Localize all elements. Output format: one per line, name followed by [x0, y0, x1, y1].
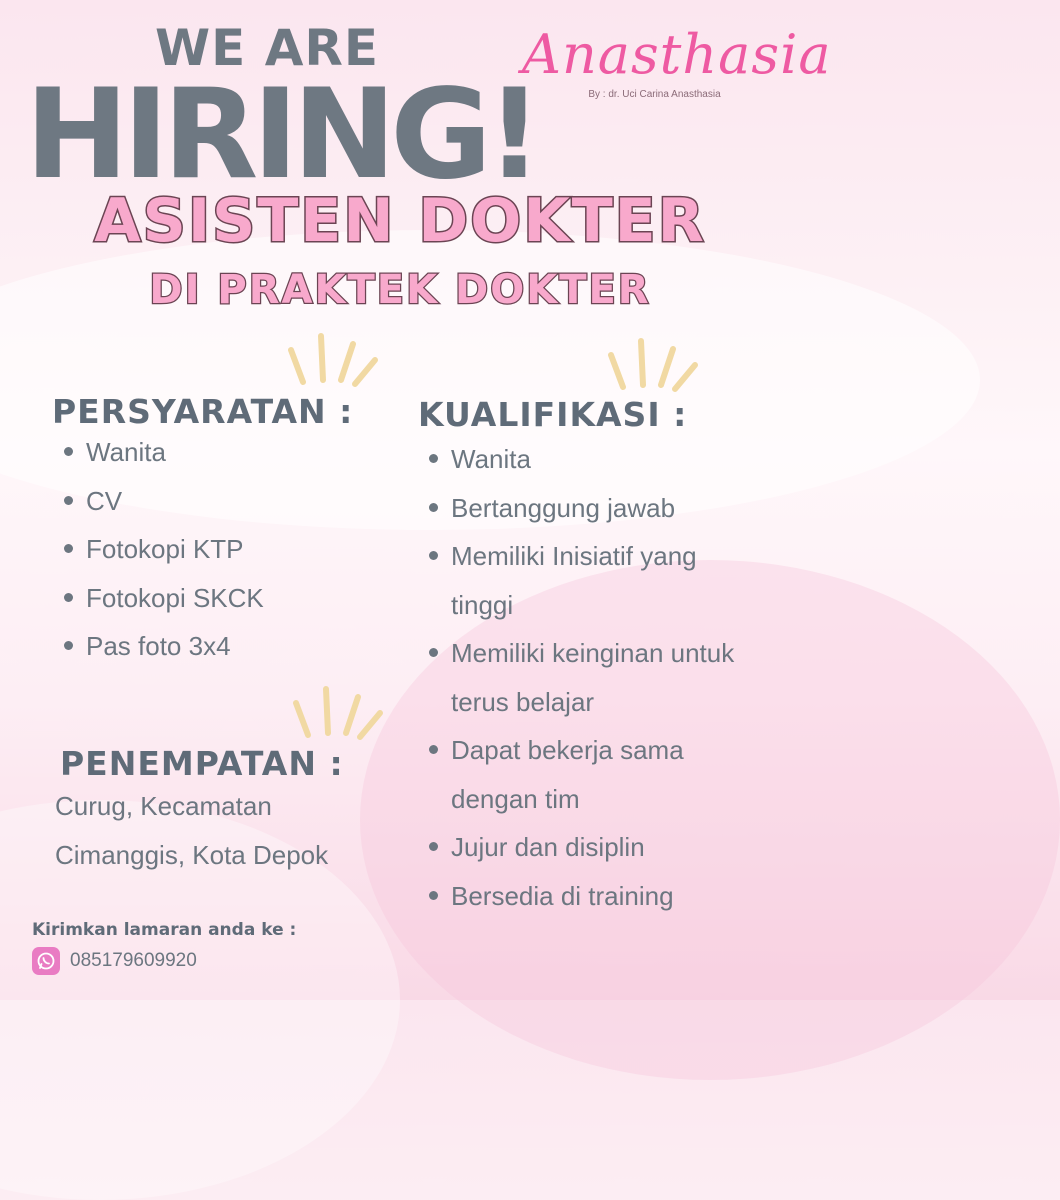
job-title: ASISTEN DOKTER	[94, 186, 706, 256]
kualifikasi-heading: KUALIFIKASI :	[418, 395, 688, 434]
penempatan-address	[55, 782, 395, 880]
persyaratan-list	[60, 428, 380, 671]
list-item: Wanita	[425, 435, 795, 484]
contact-label: Kirimkan lamaran anda ke :	[32, 920, 297, 940]
phone-number[interactable]: 085179609920	[70, 950, 197, 971]
hiring-heading: HIRING!	[25, 63, 537, 207]
list-item: Fotokopi SKCK	[60, 574, 380, 623]
list-item: Jujur dan disiplin	[425, 823, 795, 872]
persyaratan-heading: PERSYARATAN :	[52, 392, 354, 431]
list-item: Memiliki keinginan untuk terus belajar	[425, 629, 781, 726]
sparkle-icon	[605, 335, 700, 395]
list-item: Pas foto 3x4	[60, 622, 380, 671]
address-line: Curug, Kecamatan	[55, 791, 272, 821]
whatsapp-icon	[32, 947, 60, 975]
penempatan-heading: PENEMPATAN :	[60, 744, 344, 783]
brand-tagline: By : dr. Uci Carina Anasthasia	[588, 89, 721, 100]
list-item: Memiliki Inisiatif yang tinggi	[425, 532, 751, 629]
sparkle-icon	[285, 330, 380, 390]
list-item: CV	[60, 477, 380, 526]
list-item: Fotokopi KTP	[60, 525, 380, 574]
kualifikasi-list	[425, 435, 795, 920]
we-are-heading: WE ARE	[155, 19, 380, 77]
job-subtitle: DI PRAKTEK DOKTER	[149, 267, 651, 313]
sparkle-icon	[290, 683, 385, 743]
list-item: Wanita	[60, 428, 380, 477]
list-item: Dapat bekerja sama dengan tim	[425, 726, 751, 823]
list-item: Bersedia di training	[425, 872, 795, 921]
address-line: Cimanggis, Kota Depok	[55, 840, 329, 870]
contact-phone-row[interactable]	[32, 947, 197, 975]
brand-logo: Anasthasia	[522, 23, 832, 86]
list-item: Bertanggung jawab	[425, 484, 795, 533]
